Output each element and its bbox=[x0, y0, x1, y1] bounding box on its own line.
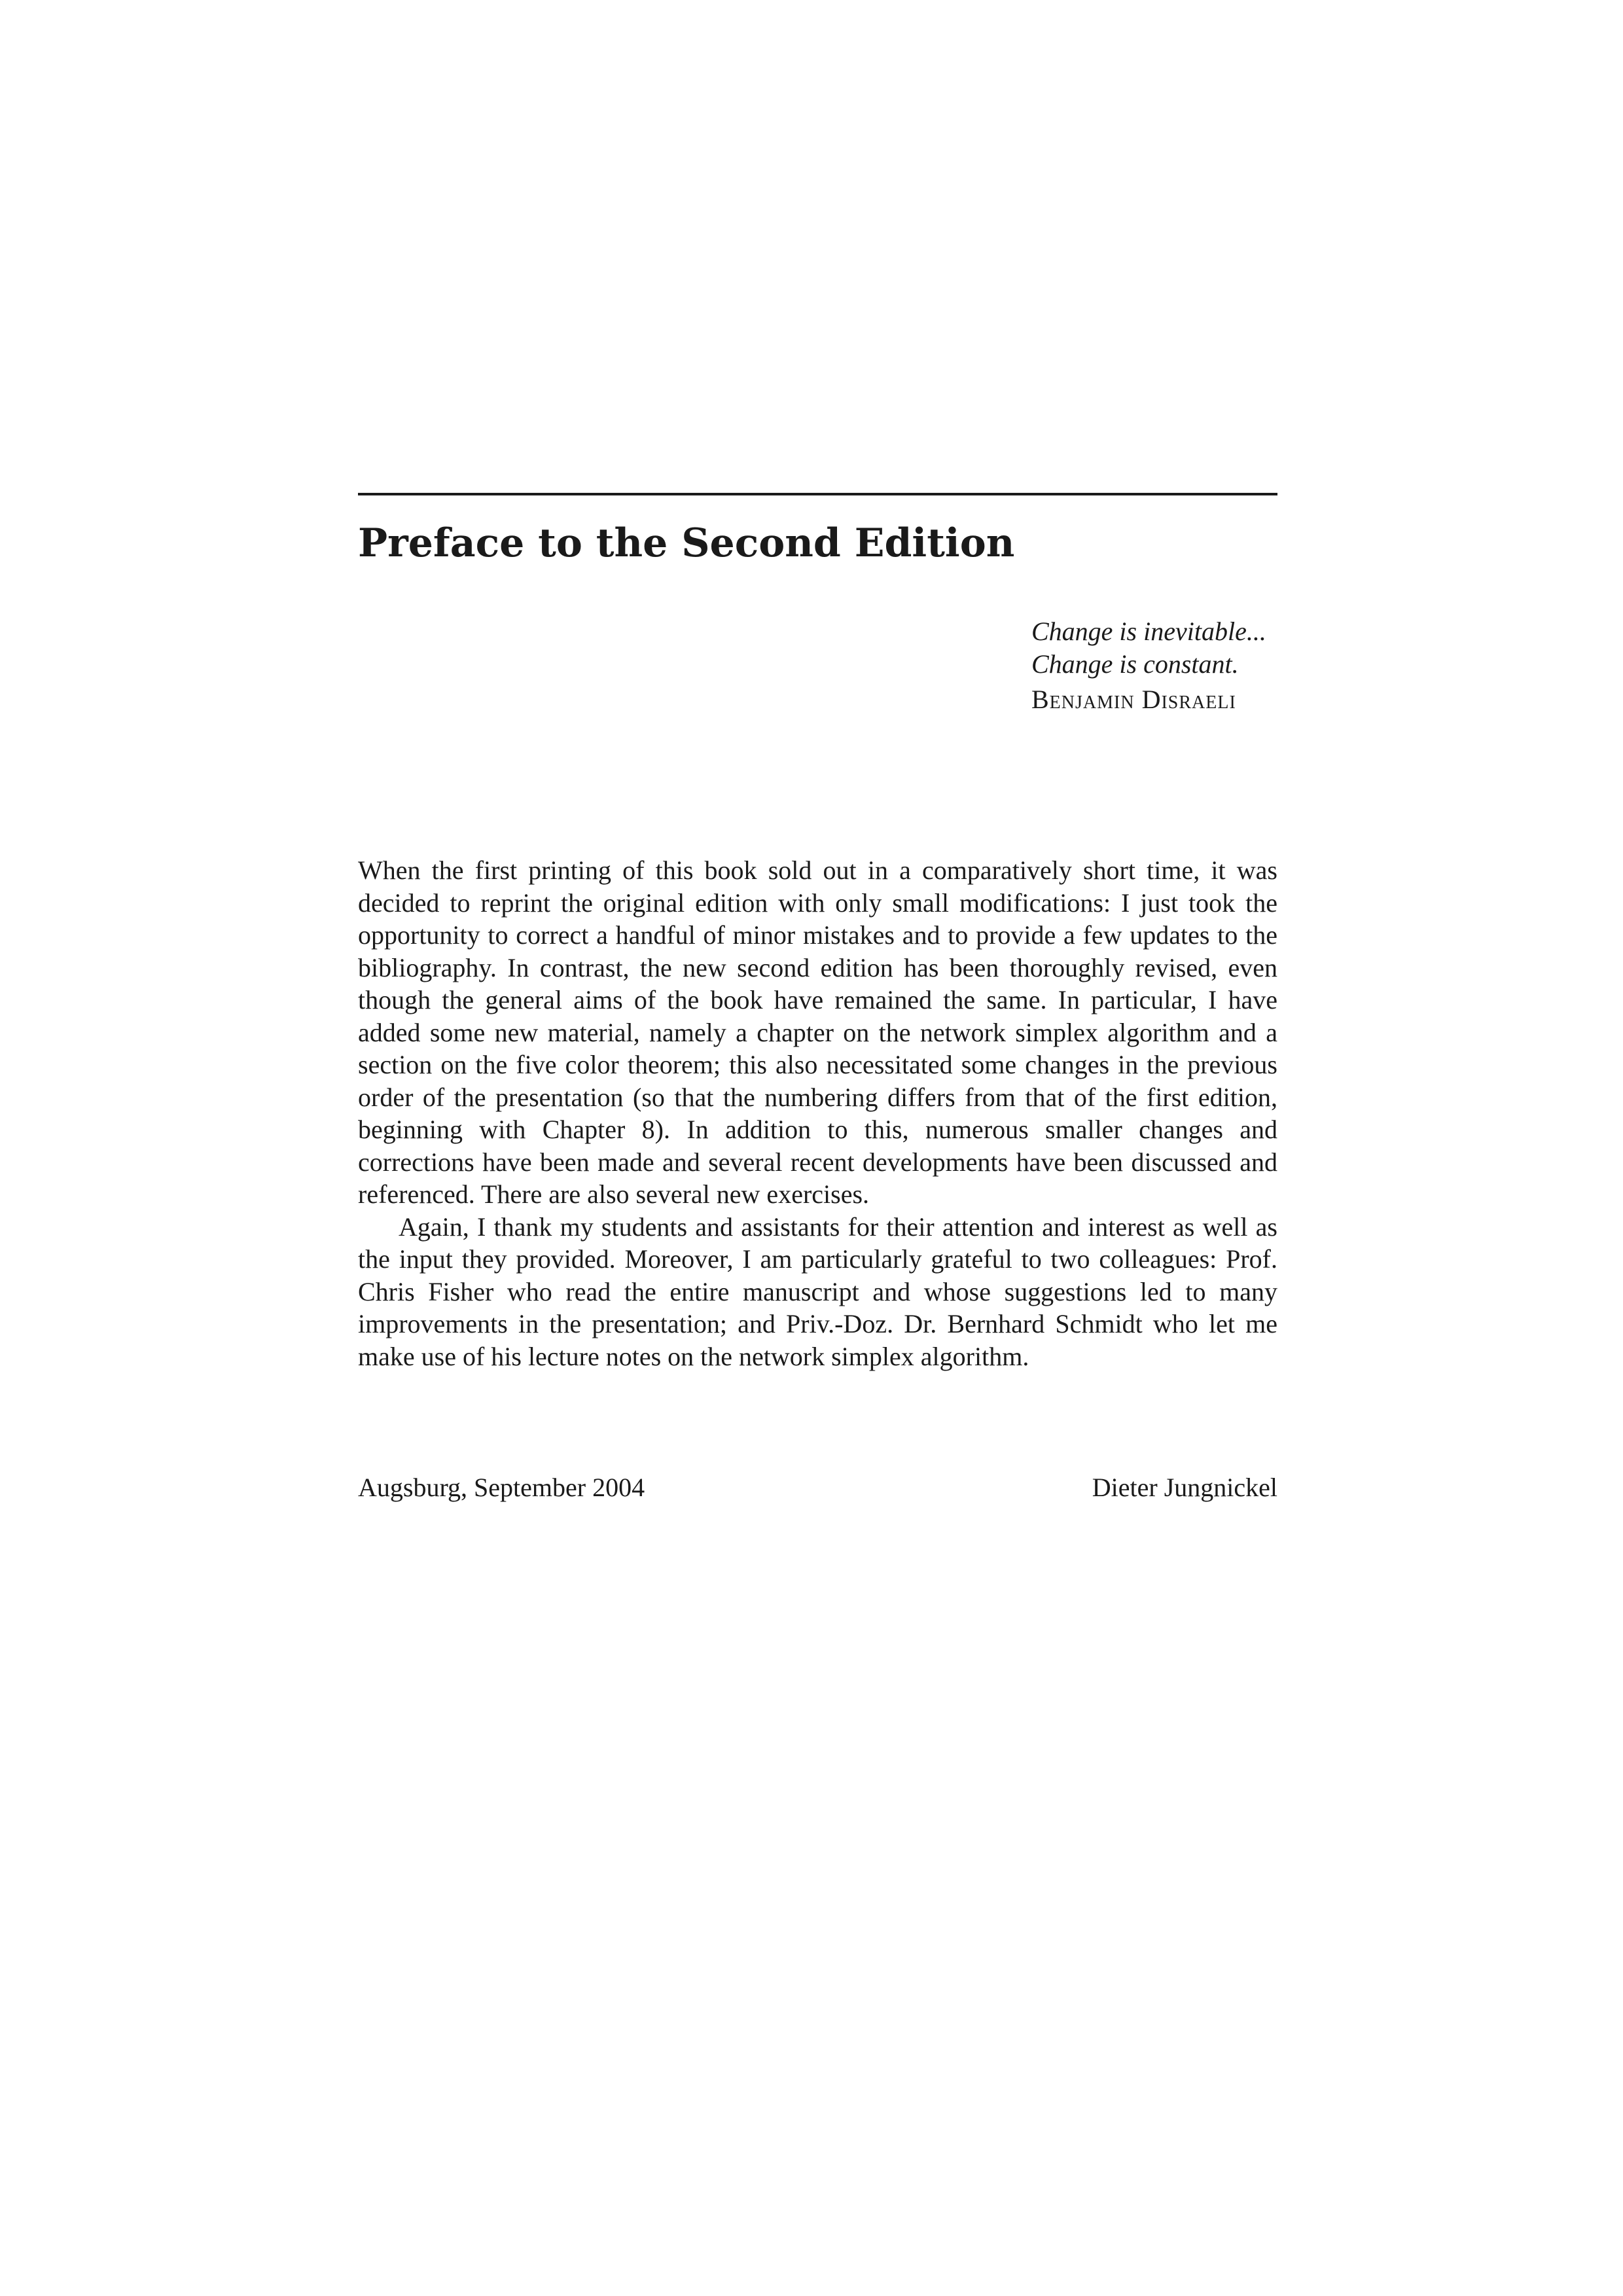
place-date: Augsburg, September 2004 bbox=[358, 1473, 645, 1502]
preface-body bbox=[358, 854, 1277, 1372]
header-rule bbox=[358, 493, 1277, 495]
epigraph-line-2: Change is constant. bbox=[1031, 649, 1239, 679]
paragraph-2: Again, I thank my students and assistants for their attention and interest as well as the input they provided. Moreover, I am particularly grateful to two colleagues: Prof. Chris Fisher who read the entire manuscript and whose suggestions led to many improvements in the presentation; and Priv.-Doz. Dr. Bernhard Schmidt who let me make use of his lecture notes on the network simplex algorithm. bbox=[358, 1211, 1277, 1371]
epigraph bbox=[1031, 615, 1266, 716]
page-title: Preface to the Second Edition bbox=[358, 520, 1015, 566]
paragraph-1: When the first printing of this book sold out in a comparatively short time, it was decided to reprint the original edition with only small modifications: I just took the opportunity to correct a handful of minor mistakes and to provide a few updates to the bibliography. In contrast, the new second edition has been thoroughly revised, even though the general aims of the book have remained the same. In particular, I have added some new material, namely a chapter on the network simplex algorithm and a section on the five color theorem; this also necessitated some changes in the previous order of the presentation (so that the numbering differs from that of the first edition, beginning with Chapter 8). In addition to this, numerous smaller changes and corrections have been made and several recent developments have been discussed and referenced. There are also several new exercises. bbox=[358, 855, 1277, 1209]
epigraph-author: Benjamin Disraeli bbox=[1031, 685, 1236, 714]
epigraph-line-1: Change is inevitable... bbox=[1031, 617, 1266, 646]
signature-line bbox=[358, 1471, 1277, 1504]
author-name: Dieter Jungnickel bbox=[1092, 1473, 1277, 1502]
